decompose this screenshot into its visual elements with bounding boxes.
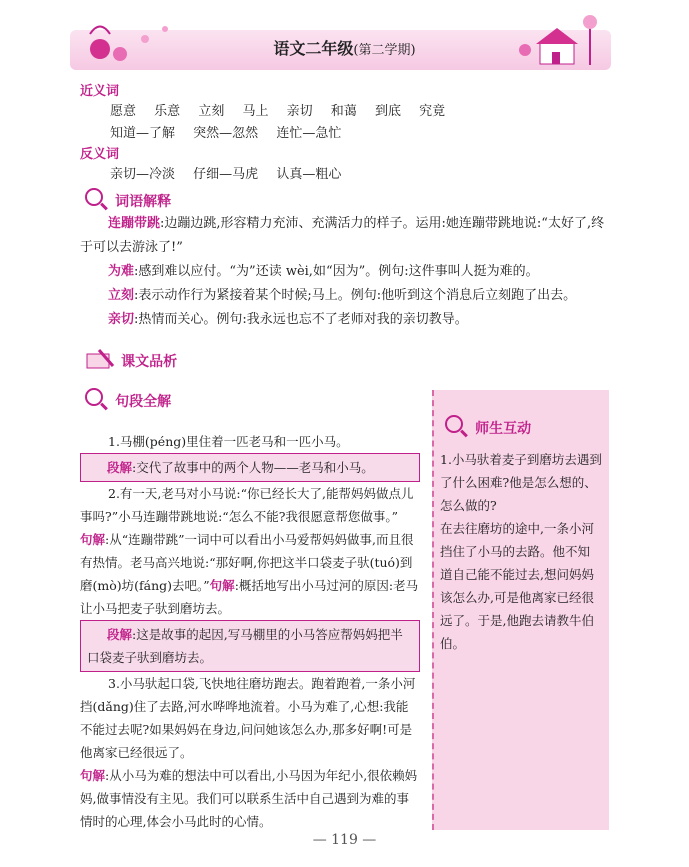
interaction-content (440, 448, 602, 655)
sentence-label: 句解 (80, 768, 106, 783)
analysis-subheading (85, 388, 171, 411)
word-pair: 突然—忽然 (193, 126, 259, 141)
sentence-text: :从小马为难的想法中可以看出,小马因为年纪小,很依赖妈妈,做事情没有主见。我们可以联系生活中自己遇到为难的事情时的心理,体会小马此时的心情。 (80, 768, 418, 829)
sentence-label: 句解 (209, 578, 235, 593)
vocab-term: 为难 (108, 264, 135, 279)
page-header (0, 36, 689, 59)
vocab-list (80, 212, 610, 332)
paragraph: 3.小马驮起口袋,飞快地往磨坊跑去。跑着跑着,一条小河挡(dǎng)住了去路,河水哗哗地流着。小马为难了,心想:我能不能过去呢?如果妈妈在身边,问问她该怎么办,那多好啊!可是他离家已经很远了。 (80, 676, 416, 760)
vocab-term: 亲切 (108, 312, 135, 327)
header-subtitle: (第二学期) (353, 43, 416, 58)
header-title: 语文二年级 (273, 39, 354, 58)
word: 和蔼 (330, 104, 357, 119)
analysis-banner-text: 课文品析 (121, 354, 178, 370)
sentence-label: 句解 (80, 532, 106, 547)
analysis-content (80, 430, 420, 833)
pencil-book-icon (85, 348, 117, 372)
segment-text: :交代了故事中的两个人物——老马和小马。 (132, 460, 374, 475)
magnifier-icon (445, 415, 463, 433)
vocab-item: 为难:感到难以应付。“为”还读 wèi,如“因为”。例句:这件事叫人挺为难的。 (108, 264, 539, 279)
word: 乐意 (154, 104, 181, 119)
synonyms-row-1 (110, 100, 459, 119)
magnifier-icon (85, 188, 103, 206)
segment-summary-box (80, 620, 420, 672)
synonyms-row-2 (110, 122, 355, 141)
interaction-question: 1.小马驮着麦子到磨坊去遇到了什么困难?他是怎么想的、怎么做的? (440, 452, 602, 513)
vocab-term: 立刻 (108, 288, 135, 303)
vocab-definition: 边蹦边跳,形容精力充沛、充满活力的样子。运用:她连蹦带跳地说:“太好了,终于可以去游泳了!” (80, 216, 605, 255)
word: 到底 (374, 104, 401, 119)
vocab-item: 亲切:热情而关心。例句:我永远也忘不了老师对我的亲切教导。 (108, 312, 468, 327)
word-pair: 仔细—马虎 (193, 167, 259, 182)
magnifier-icon (85, 388, 103, 406)
segment-summary-box (80, 453, 420, 482)
vocab-heading-text: 词语解释 (115, 194, 172, 210)
interaction-answer: 在去往磨坊的途中,一条小河挡住了小马的去路。他不知道自己能不能过去,想问妈妈该怎么办,可是他离家已经很远了。于是,他跑去请教牛伯伯。 (440, 521, 594, 651)
antonyms-row (110, 163, 355, 182)
vocab-item: 连蹦带跳:边蹦边跳,形容精力充沛、充满活力的样子。运用:她连蹦带跳地说:“太好了,终于可以去游泳了!” (80, 216, 605, 255)
word: 立刻 (198, 104, 225, 119)
word: 究竟 (419, 104, 446, 119)
segment-label: 段解 (107, 627, 133, 642)
word: 马上 (242, 104, 269, 119)
vocab-definition: 热情而关心。例句:我永远也忘不了老师对我的亲切教导。 (138, 312, 468, 327)
sentence-text: :概括地写出小马过河的原因:老马让小马把麦子驮到磨坊去。 (80, 578, 419, 616)
synonyms-label: 近义词 (80, 84, 120, 99)
vocab-definition: 感到难以应付。“为”还读 wèi,如“因为”。例句:这件事叫人挺为难的。 (138, 264, 539, 279)
antonyms-label: 反义词 (80, 147, 120, 162)
vocab-term: 连蹦带跳 (108, 216, 161, 231)
interaction-heading (445, 415, 531, 438)
word-pair: 连忙—急忙 (276, 126, 342, 141)
paragraph: 1.马棚(péng)里住着一匹老马和一匹小马。 (108, 434, 349, 449)
word-pair: 认真—粗心 (276, 167, 342, 182)
segment-label: 段解 (107, 460, 133, 475)
analysis-banner (85, 348, 177, 376)
word-pair: 亲切—冷淡 (110, 167, 176, 182)
vocab-heading (85, 188, 171, 211)
word-pair: 知道—了解 (110, 126, 176, 141)
analysis-subheading-text: 句段全解 (115, 394, 172, 410)
sentence-text: :从“连蹦带跳”一词中可以看出小马爱帮妈妈做事,而且很有热情。老马高兴地说:“那好啊,你把这半口袋麦子驮(tuó)到磨(mò)坊(fáng)去吧。” (80, 532, 414, 593)
paragraph: 2.有一天,老马对小马说:“你已经长大了,能帮妈妈做点儿事吗?”小马连蹦带跳地说:“怎么不能?我很愿意帮您做事。” (80, 486, 414, 524)
vocab-item: 立刻:表示动作行为紧接着某个时候;马上。例句:他听到这个消息后立刻跑了出去。 (108, 288, 577, 303)
interaction-heading-text: 师生互动 (475, 421, 532, 437)
vocab-definition: 表示动作行为紧接着某个时候;马上。例句:他听到这个消息后立刻跑了出去。 (138, 288, 577, 303)
page-number: — 119 — (312, 832, 377, 848)
word: 愿意 (110, 104, 137, 119)
segment-text: :这是故事的起因,写马棚里的小马答应帮妈妈把半口袋麦子驮到磨坊去。 (87, 627, 403, 665)
word: 亲切 (286, 104, 313, 119)
